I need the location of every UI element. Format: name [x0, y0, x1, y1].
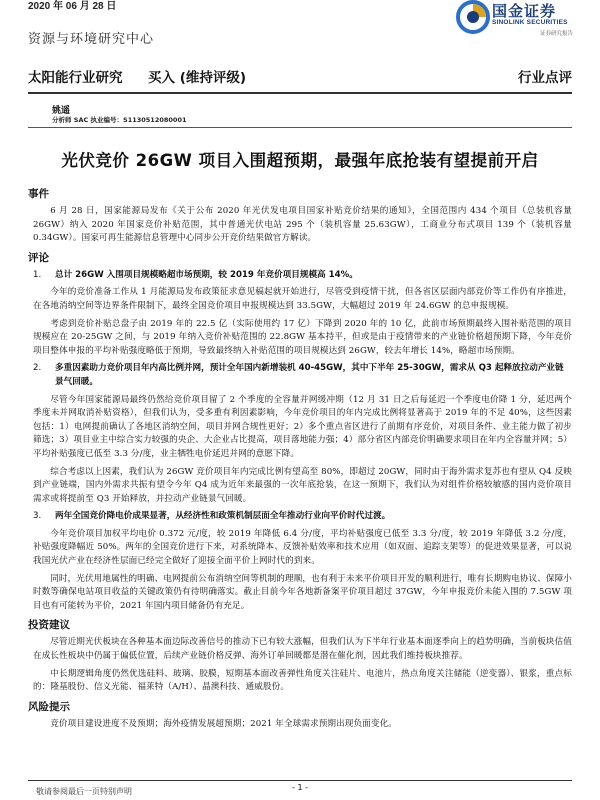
- logo-name-en: SINOLINK SECURITIES: [492, 19, 568, 26]
- rating: 买入 (维持评级): [148, 70, 247, 86]
- header-divider: [28, 92, 572, 94]
- page-number: - 1 -: [292, 783, 308, 792]
- point-1-paragraph-2: 考虑到竞价补贴总盘子由 2019 年的 22.5 亿（实际使用约 17 亿）下降到 2020 年的 10 亿，此前市场预期最终入围补贴范围的项目规模应在 20-25GW 之间，与 2019 年纳入竞价补贴范围的 22.8GW 基本持平，但或是由于疫情带来的产业链价格超预期下降，今年竞价项目整体申报的平均补贴强度略低于预期，导致最终纳入补贴范围的项目规模达到 26GW，较去年增长 14%，略超市场预期。: [33, 318, 572, 356]
- point-2: [28, 362, 572, 389]
- point-3-title: 两年全国竞价降电价成果显著，从经济性和政策机制层面全年推动行业向平价时代过渡。: [55, 511, 391, 522]
- point-1-title: 总计 26GW 入围项目规模略超市场预期，较 2019 年竞价项目规模高 14%。: [55, 269, 358, 280]
- risk-paragraph: 竞价项目建设进度不及预期；海外疫情发展超预期；2021 年全球需求预期出现负面变化。: [50, 718, 397, 729]
- main-title: 光伏竞价 26GW 项目入围超预期，最强年底抢装有望提前开启: [61, 151, 539, 170]
- logo-name-cn: 国金证券: [492, 2, 557, 20]
- report-type: 行业点评: [518, 70, 572, 86]
- point-1: [28, 269, 572, 283]
- report-header: [28, 66, 572, 88]
- point-3-paragraph-2: 同时，光伏用地属性的明确、电网提前公布消纳空间等机制的理顺，也有利于未来平价项目开发的顺利进行，唯有长期购电协议、保障小时数等确保电站项目收益的关键政策仍有待明确落实。截止目前今年各地新备案平价项目超过 37GW，今年申报竞价未能入围的 7.5GW 项目也有可能转为平价，2021 年国内项目储备仍有充足。: [33, 573, 572, 611]
- point-2-number: 2.: [33, 363, 42, 374]
- point-2-paragraph-2: 综合考虑以上因素，我们认为 26GW 竞价项目年内完成比例有望高至 80%，即超过 20GW，同时由于海外需求复苏也有望从 Q4 反映到产业链端，国内外需求共振有望令今年 Q4 成为近年来最强的一次年底抢装，在这一预期下，我们认为对组件价格较敏感的国内竞价项目需求或将提前至 Q3 开始释放，并拉动产业链景气回暖。: [33, 466, 572, 504]
- sinolink-logo: [456, 0, 596, 48]
- point-1-paragraph-1: 今年的竞价准备工作从 1 月能源局发布政策征求意见稿起就开始进行，尽管受到疫情干扰，但各省区层面内部竞价等工作仍有序推进，在各地消纳空间等边界条件限制下，最终全国竞价项目申报规模达到 33.5GW，大幅超过 2019 年 24.6GW 的总申报规模。: [33, 287, 572, 311]
- page-footer: [0, 780, 600, 800]
- report-body: [28, 186, 572, 735]
- footer-divider: [28, 780, 572, 781]
- point-3: [28, 510, 572, 524]
- analyst-name: 姚遥: [52, 106, 71, 116]
- analyst-id: 分析师 SAC 执业编号：S1130512080001: [52, 116, 187, 124]
- invest-paragraph-2: 中长期逻辑角度仍然优选硅料、玻璃、胶膜，短期基本面改善弹性角度关注硅片、电池片，热点角度关注储能（逆变器）、银浆，重点标的：隆基股份、信义光能、福莱特（A/H）、晶澳科技、通威股份。: [33, 668, 572, 693]
- invest-heading: 投资建议: [28, 619, 70, 632]
- risk-heading: 风险提示: [28, 700, 70, 713]
- industry-title: 太阳能行业研究: [28, 70, 123, 86]
- point-3-number: 3.: [33, 511, 42, 522]
- event-heading: 事件: [28, 188, 49, 200]
- point-3-paragraph-1: 今年竞价项目加权平均电价 0.372 元/度，较 2019 年降低 6.4 分/度，平均补贴强度已低至 3.3 分/度，较 2019 年降低 3.2 分/度，补贴强度降幅近 50%。两年的全国竞价进行下来，对系统降本、反馈补贴效率和技术应用（如双面、追踪支架等）的促进效果显著，可以说我国光伏产业在经济性层面已经完全做好了迎接全面平价上网时代的到来。: [33, 528, 572, 567]
- footer-disclaimer: 敬请参阅最后一页特别声明: [36, 787, 132, 796]
- research-center-name: 资源与环境研究中心: [28, 32, 155, 47]
- event-paragraph: 6 月 28 日，国家能源局发布《关于公布 2020 年光伏发电项目国家补贴竞价结果的通知》，全国范围内 434 个项目（总装机容量 26GW）纳入 2020 年国家竞价补贴范围，其中普通光伏电站 295 个（装机容量 25.63GW），工商业分布式项目 139 个（装机容量 0.34GW）。国家可再生能源信息管理中心同步公开竞价结果做官方解读。: [33, 206, 572, 244]
- analyst-divider: [28, 127, 572, 128]
- invest-paragraph-1: 尽管近期光伏板块在各种基本面边际改善信号的推动下已有较大涨幅，但我们认为下半年行业基本面逐季向上的趋势明确，当前板块估值在成长性板块中仍属于偏低位置，后续产业链价格反弹、海外订单回暖都是潜在催化剂，因此我们维持板块推荐。: [33, 637, 572, 662]
- report-top-bar: [0, 0, 600, 52]
- point-2-title: 多重因素助力竞价项目年内高比例并网，预计全年国内新增装机 40-45GW，其中下半年 25-30GW，需求从 Q3 起释放拉动产业链景气回暖。: [55, 363, 564, 387]
- logo-tagline: 证券研究报告: [540, 31, 574, 37]
- report-date: 2020 年 06 月 28 日: [28, 1, 117, 12]
- point-2-paragraph-1: 尽管今年国家能源局最终仍然给竞价项目留了 2 个季度的全容量并网缓冲期（12 月 31 日之后每延迟一个季度电价降 1 分，延迟两个季度未并网取消补贴资格），但我们认为，受多重有利因素影响，今年竞价项目的年内完成比例将显著高于 2019 年的不足 40%，这些因素包括：1）电网提前确认了各地区消纳空间，项目并网合规性更好；2）多个重点省区进行了前期有序竞价，对项目条件、业主能力做了初步筛选；3）项目业主中综合实力较强的央企、大企业占比提高，项目落地能力强；4）部分省区内部竞价明确要求项目在年内全容量并网；5）平均补贴强度已低至 3.3 分/度，业主牺牲电价延迟并网的意愿下降。: [33, 394, 572, 459]
- sinolink-logo-mark-icon: [456, 0, 490, 34]
- comment-heading: 评论: [28, 251, 49, 264]
- point-1-number: 1.: [33, 269, 42, 280]
